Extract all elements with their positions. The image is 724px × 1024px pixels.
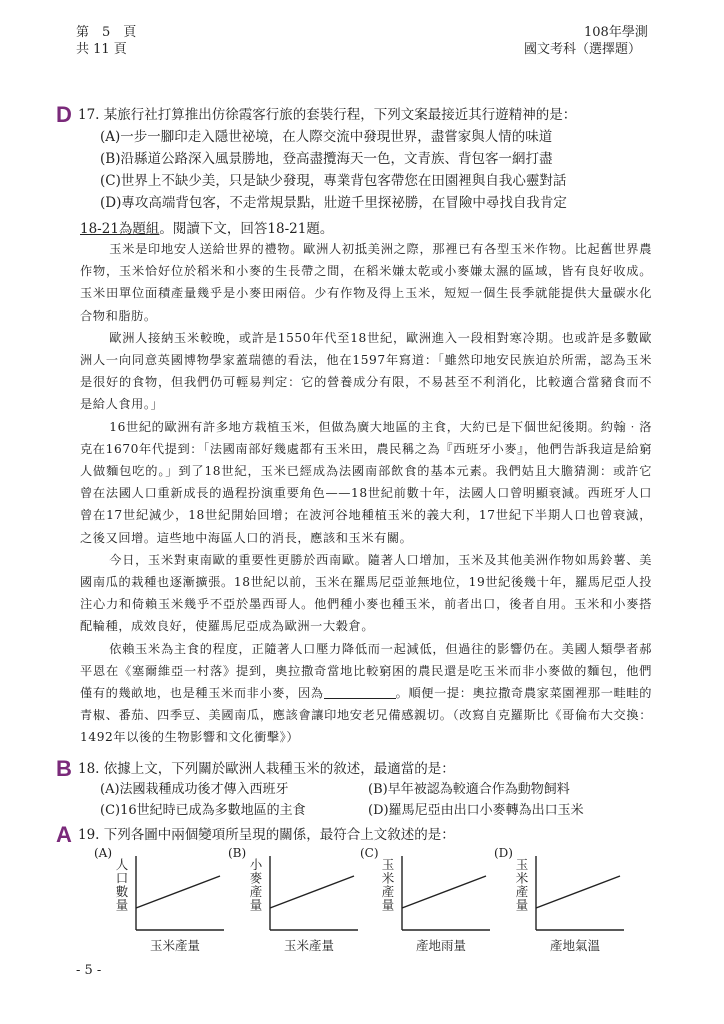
chart-a: [94, 846, 226, 954]
passage-p5-before-blank: 依賴玉米為主食的程度，正隨著人口壓力降低而一起減低，但過往的影響仍在。美國人類學者郝平恩在《塞爾維亞一村落》提到，奧拉撒奇當地比較窮困的農民還是吃玉米而非小麥做的麵包，他們僅有的幾畝地，也是種玉米而非小麥，因為: [80, 641, 652, 701]
q17-option-a: (A)一步一腳印走入隱世祕境，在人際交流中發現世界，盡嘗家與人情的味道: [100, 129, 553, 145]
chart-d-plot: [532, 856, 624, 934]
passage-paragraph-4: 今日，玉米對東南歐的重要性更勝於西南歐。隨著人口增加，玉米及其他美洲作物如馬鈴薯、美國南瓜的栽種也逐漸擴張。18世紀以前，玉米在羅馬尼亞並無地位，19世紀後幾十年，羅馬尼亞人投注心力和倚賴玉米幾乎不亞於墨西哥人。他們種小麥也種玉米，前者出口，後者自用。玉米和小麥搭配輪種，成效良好，使羅馬尼亞成為歐洲一大穀倉。: [80, 552, 652, 634]
chart-c-xlabel: 產地雨量: [416, 938, 467, 953]
reading-passage: [80, 238, 652, 749]
passage-paragraph-3: 16世紀的歐洲有許多地方栽植玉米，但做為廣大地區的主食，大約已是下個世紀後期。約翰‧洛克在1670年代提到：「法國南部好幾處都有玉米田，農民稱之為『西班牙小麥』，他們告訴我這是給窮人做麵包吃的。」到了18世紀，玉米已經成為法國南部飲食的基本元素。我們姑且大膽猜測：或許它曾在法國人口重新成長的過程扮演重要角色——18世紀前數十年，法國人口曾明顯衰減。西班牙人口曾在17世紀減少，18世紀開始回增；在波河谷地種植玉米的義大利，17世紀下半期人口也曾衰減，之後又回增。這些地中海區人口的消長，應該和玉米有關。: [80, 419, 652, 545]
group-heading-label: 18-21為題組: [80, 221, 160, 237]
chart-a-relation-line: [136, 876, 220, 908]
page-number: - 5 -: [76, 963, 102, 978]
chart-d-ylabel: 玉米產量: [514, 858, 529, 912]
exam-title: 108年學測: [584, 25, 648, 40]
chart-d: [494, 846, 626, 954]
chart-b-xlabel: 玉米產量: [284, 938, 335, 953]
chart-a-xlabel: 玉米產量: [150, 938, 201, 953]
chart-c-relation-line: [402, 876, 486, 908]
chart-a-plot: [132, 856, 224, 934]
chart-b-relation-line: [270, 876, 354, 908]
passage-p5-after-blank: 。順便一提：奧拉撒奇農家菜園裡那一畦畦的青椒、番茄、四季豆、美國南瓜，應該會讓印地安老兄備感親切。（改寫自克羅斯比《哥倫布大交換：1492年以後的生物影響和文化衝擊》）: [80, 686, 653, 745]
subject-title: 國文考科（選擇題）: [524, 42, 642, 57]
chart-c-ylabel: 玉米產量: [380, 858, 395, 912]
chart-b-ylabel: 小麥產量: [248, 858, 263, 912]
q18-answer-mark: B: [56, 756, 72, 781]
passage-paragraph-1: 玉米是印地安人送給世界的禮物。歐洲人初抵美洲之際，那裡已有各型玉米作物。比起舊世界農作物，玉米恰好位於稻米和小麥的生長帶之間，在稻米嫌太乾或小麥嫌太濕的區域，皆有良好收成。玉米田單位面積產量幾乎是小麥田兩倍。少有作物及得上玉米，短短一個生長季就能提供大量碳水化合物和脂肪。: [80, 242, 652, 323]
q17-option-b: (B)沿縣道公路深入風景勝地，登高盡攬海天一色，文青族、背包客一網打盡: [100, 151, 553, 167]
q19-stem: 19. 下列各圖中兩個變項所呈現的關係，最符合上文敘述的是：: [78, 827, 455, 843]
q18-option-d: (D)羅馬尼亞由出口小麥轉為出口玉米: [368, 803, 584, 818]
fill-blank: [324, 686, 396, 699]
q18-option-b: (B)早年被認為較適合作為動物飼料: [368, 782, 570, 797]
q17-answer-mark: D: [56, 102, 72, 127]
q18-option-a: (A)法國栽種成功後才傳入西班牙: [100, 782, 289, 797]
chart-d-relation-line: [536, 876, 620, 908]
q17-option-d: (D)專攻高端背包客，不走常規景點，壯遊千里探祕勝，在冒險中尋找自我肯定: [100, 195, 567, 211]
chart-b-label: (B): [228, 846, 247, 860]
total-pages: 共 11 頁: [76, 42, 127, 57]
chart-c: [360, 846, 492, 954]
chart-b: [228, 846, 360, 954]
passage-paragraph-2: 歐洲人接納玉米較晚，或許是1550年代至18世紀，歐洲進入一段相對寒冷期。也或許是多數歐洲人一向同意英國博物學家蓋瑞德的看法，他在1597年寫道：「雖然印地安民族迫於所需，認為玉米是很好的食物，但我們仍可輕易判定：它的營養成分有限，不易甚至不利消化，比較適合當豬食而不是給人食用。」: [80, 330, 652, 412]
q18-option-c: (C)16世紀時已成為多數地區的主食: [100, 803, 306, 818]
chart-c-label: (C): [360, 846, 379, 860]
q17-option-c: (C)世界上不缺少美，只是缺少發現，專業背包客帶您在田園裡與自我心靈對話: [100, 173, 567, 189]
chart-c-plot: [398, 856, 490, 934]
chart-b-plot: [266, 856, 358, 934]
chart-d-xlabel: 產地氣溫: [550, 938, 601, 953]
group-heading: [80, 218, 333, 240]
q18-stem: 18. 依據上文，下列關於歐洲人栽種玉米的敘述，最適當的是：: [78, 761, 455, 777]
q19-answer-mark: A: [56, 822, 72, 847]
passage-paragraph-5: [80, 638, 652, 749]
page-label: 第 5 頁: [76, 25, 137, 40]
group-heading-rest: 。閱讀下文，回答18-21題。: [159, 221, 334, 237]
chart-a-label: (A): [94, 846, 113, 860]
q17-stem: 17. 某旅行社打算推出仿徐霞客行旅的套裝行程，下列文案最接近其行遊精神的是：: [78, 107, 577, 123]
chart-a-ylabel: 人口數量: [114, 858, 129, 912]
chart-d-label: (D): [494, 846, 513, 860]
